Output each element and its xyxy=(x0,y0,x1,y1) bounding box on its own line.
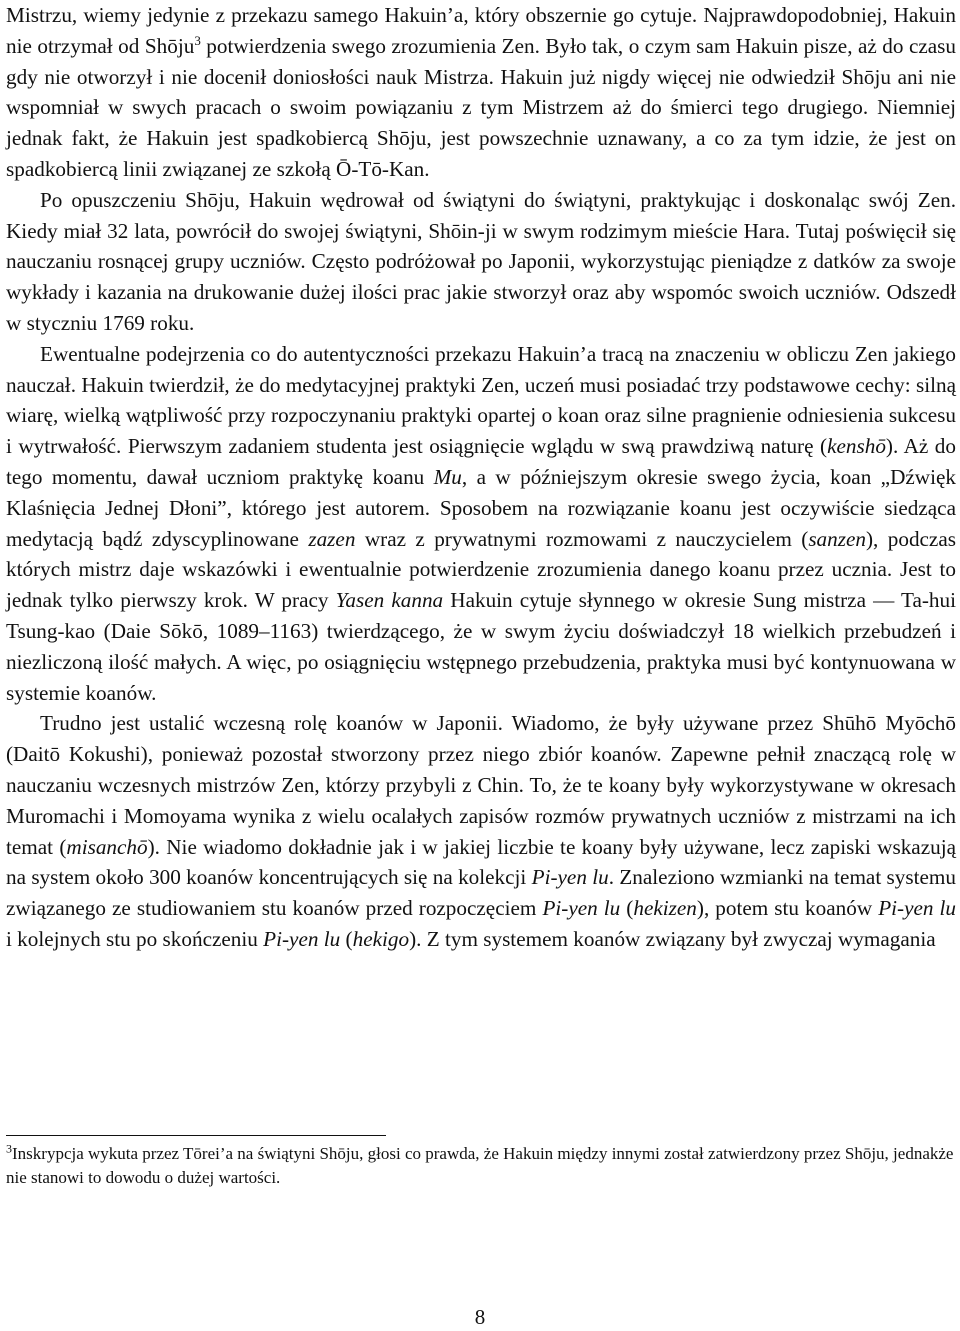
italic-term: misanchō xyxy=(66,834,148,859)
footnote-reference: 3 xyxy=(194,32,201,48)
italic-term: Pi-yen lu xyxy=(878,896,956,921)
text-run: potwierdzenia swego zrozumienia Zen. Było tak, o czym sam Hakuin pisze, aż do czasu gdy nie otworzył i nie docenił doniosłości nauk Mistrza. Hakuin już nigdy więcej nie odwiedził Shōju ani nie wspomniał w swych pracach o swoim powiązaniu z tym Mistrzem aż do śmierci tego drugiego. Niemniej jednak fakt, że Hakuin jest spadkobiercą Shōju, jest powszechnie uznawany, a co za tym idzie, że jest on spadkobiercą linii związanej ze szkołą Ō-Tō-Kan. xyxy=(6,33,957,181)
italic-term: Pi-yen lu xyxy=(542,896,621,921)
paragraph xyxy=(6,339,956,709)
page xyxy=(6,0,956,955)
italic-term: zazen xyxy=(308,526,356,551)
text-run: i kolejnych stu po skończeniu xyxy=(6,926,264,951)
text-run: , a w późniejszym okresie swego życia, koan „Dźwięk Klaśnięcia Jednej Dłoni”, którego jest autorem. Sposobem na rozwiązanie koanu jest oczywiście siedząca medytacją bądź zdyscyplinowane xyxy=(6,464,956,551)
text-run: ). Z tym systemem koanów związany był zwyczaj wymagania xyxy=(409,926,936,951)
text-run: ). Aż do tego momentu, dawał uczniom praktykę koanu xyxy=(6,434,956,489)
text-run: ( xyxy=(340,926,353,951)
footnote-marker: 3 xyxy=(6,1141,12,1156)
text-run: . Znaleziono wzmianki na temat systemu związanego ze studiowaniem stu koanów przed rozpoczęciem xyxy=(6,865,956,921)
italic-term: Pi-yen lu xyxy=(531,865,609,890)
text-run: Trudno jest ustalić wczesną rolę koanów w Japonii. Wiadomo, że były używane przez Shūhō Myōchō (Daitō Kokushi), ponieważ pozostał stworzony przez niego zbiór koanów. Zapewne pełnił znaczącą rolę w nauczaniu wczesnych mistrzów Zen, którzy przybyli z Chin. To, że te koany były wykorzystywane w okresach Muromachi i Momoyama wynika z wielu ocalałych zapisów rozmów prywatnych uczniów z mistrzami na ich temat ( xyxy=(6,711,956,859)
text-run: ), podczas których mistrz daje wskazówki i ewentualnie potwierdzenie zrozumienia danego koanu przez ucznia. Jest to jednak tylko pierwszy krok. W pracy xyxy=(6,526,956,613)
paragraph xyxy=(6,185,956,339)
text-run: ). Nie wiadomo dokładnie jak i w jakiej liczbie te koany były używane, lecz zapiski wskazują na system około 300 koanów koncentrujących się na kolekcji xyxy=(6,834,956,890)
footnote-divider xyxy=(6,1135,386,1136)
body-text xyxy=(6,0,956,955)
footnote xyxy=(6,1142,956,1189)
italic-term: Pi-yen lu xyxy=(263,926,341,951)
text-run: Po opuszczeniu Shōju, Hakuin wędrował od świątyni do świątyni, praktykując i doskonaląc swój Zen. Kiedy miał 32 lata, powrócił do swojej świątyni, Shōin-ji w swym rodzimym mieście Hara. Tutaj poświęcił się nauczaniu rosnącej grupy uczniów. Często podróżował po Japonii, wykorzystując pieniądze z datków za swoje wykłady i kazania na drukowanie dużej ilości prac jakie stworzył oraz aby wspomóc swoich uczniów. Odszedł w styczniu 1769 roku. xyxy=(6,187,956,335)
text-run: wraz z prywatnymi rozmowami z nauczycielem ( xyxy=(355,526,809,551)
paragraph xyxy=(6,708,956,954)
italic-term: Mu xyxy=(433,464,462,489)
text-run: Ewentualne podejrzenia co do autentyczności przekazu Hakuin’a tracą na znaczeniu w obliczu Zen jakiego nauczał. Hakuin twierdził, że do medytacyjnej praktyki Zen, uczeń musi posiadać trzy podstawowe cechy: silną wiarę, wielką wątpliwość przy rozpoczynaniu praktyki opartej o koan oraz silne pragnienie odniesienia sukcesu i wytrwałość. Pierwszym zadaniem studenta jest osiągnięcie wglądu w swą prawdziwą naturę ( xyxy=(6,341,956,459)
text-run: ( xyxy=(620,896,634,921)
italic-term: sanzen xyxy=(808,526,866,551)
paragraph xyxy=(6,0,956,185)
italic-term: hekigo xyxy=(352,926,410,951)
italic-term: kenshō xyxy=(827,434,886,459)
italic-term: hekizen xyxy=(633,896,697,921)
text-run: ), potem stu koanów xyxy=(696,896,879,921)
text-run: Mistrzu, wiemy jedynie z przekazu samego Hakuin’a, który obszernie go cytuje. Najprawdopodobniej, Hakuin nie otrzymał od Shōju xyxy=(6,3,956,58)
text-run: Hakuin cytuje słynnego w okresie Sung mistrza — Ta-hui Tsung-kao (Daie Sōkō, 1089–1163) twierdzącego, że w swym życiu doświadczył 18 wielkich przebudzeń i niezliczoną ilość małych. A więc, po osiągnięciu wstępnego przebudzenia, praktyka musi być kontynuowana w systemie koanów. xyxy=(6,588,956,705)
italic-term: Yasen kanna xyxy=(335,588,444,613)
page-number: 8 xyxy=(474,1305,486,1329)
footnote-text: Inskrypcja wykuta przez Tōrei’a na świątyni Shōju, głosi co prawda, że Hakuin między innymi został zatwierdzony przez Shōju, jednakże nie stanowi to dowodu o dużej wartości. xyxy=(6,1144,954,1187)
